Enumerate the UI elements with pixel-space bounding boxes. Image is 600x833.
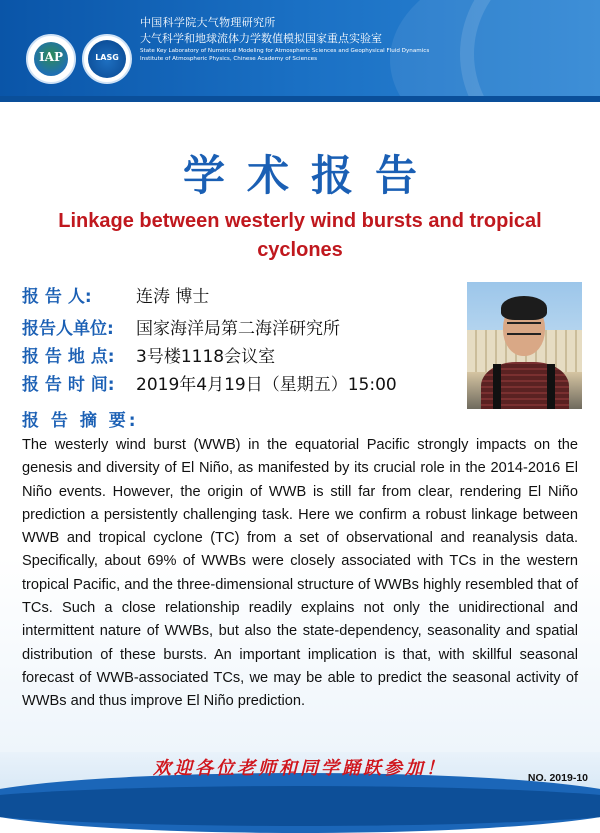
poster-number: NO. 2019-10 (527, 772, 588, 784)
speaker-name: 连涛 博士 (136, 287, 210, 307)
unit-row (22, 314, 340, 338)
lasg-logo-text: LASG (95, 53, 119, 62)
lasg-logo (82, 34, 132, 84)
unit-label: 报告人单位: (22, 319, 114, 339)
time-row (22, 370, 397, 394)
speaker-unit: 国家海洋局第二海洋研究所 (136, 319, 340, 339)
speaker-row (22, 282, 209, 306)
institute-name-en: Institute of Atmospheric Physics, Chinese Academy of Sciences (140, 56, 318, 62)
lab-name-en: State Key Laboratory of Numerical Modeling for Atmospheric Sciences and Geophysical Fluid Dynamics (140, 48, 430, 54)
location-label: 报 告 地 点: (22, 347, 115, 367)
iap-logo (26, 34, 76, 84)
header-banner (0, 0, 600, 100)
talk-title: Linkage between westerly wind bursts and tropical cyclones (58, 210, 542, 261)
location-row (22, 342, 275, 366)
abstract-text: The westerly wind burst (WWB) in the equatorial Pacific strongly impacts on the genesis and diversity of El Niño, as manifested by its crucial role in the 2014-2016 El Niño events. However, the origin of WWB is still far from clear, rendering El Niño prediction a persistently challenging task. Here we confirm a robust linkage between WWB and tropical cyclone (TC) from a set of observational and reanalysis data. Specifically, about 69% of WWBs were closely associated with TCs in the western tropical Pacific, and the three-dimensional structure of WWBs highly resembled that of TCs. Such a close relationship readily explains not only the unidirectional and intermittent nature of WWBs, but also the state-dependency, seasonality and spatial distribution of these bursts. An important implication is that, with skillful seasonal forecast of WWB-associated TCs, we may be able to predict the seasonal activity of WWBs and thus improve El Niño prediction. (22, 437, 578, 710)
time-label: 报 告 时 间: (22, 375, 115, 395)
lab-name-cn: 大气科学和地球流体力学数值模拟国家重点实验室 (140, 32, 382, 45)
speaker-photo (467, 282, 582, 409)
talk-time: 2019年4月19日（星期五）15:00 (136, 375, 397, 395)
footer-wave (0, 786, 600, 826)
poster-heading: 学术报告 (182, 151, 439, 200)
banner-decoration (460, 0, 600, 100)
speaker-label: 报 告 人: (22, 287, 92, 307)
institute-name-cn: 中国科学院大气物理研究所 (140, 16, 276, 29)
iap-logo-text: IAP (39, 50, 63, 64)
welcome-message: 欢迎各位老师和同学踊跃参加！ (153, 758, 447, 779)
abstract-heading: 报 告 摘 要: (22, 411, 139, 431)
talk-location: 3号楼1118会议室 (136, 347, 276, 367)
